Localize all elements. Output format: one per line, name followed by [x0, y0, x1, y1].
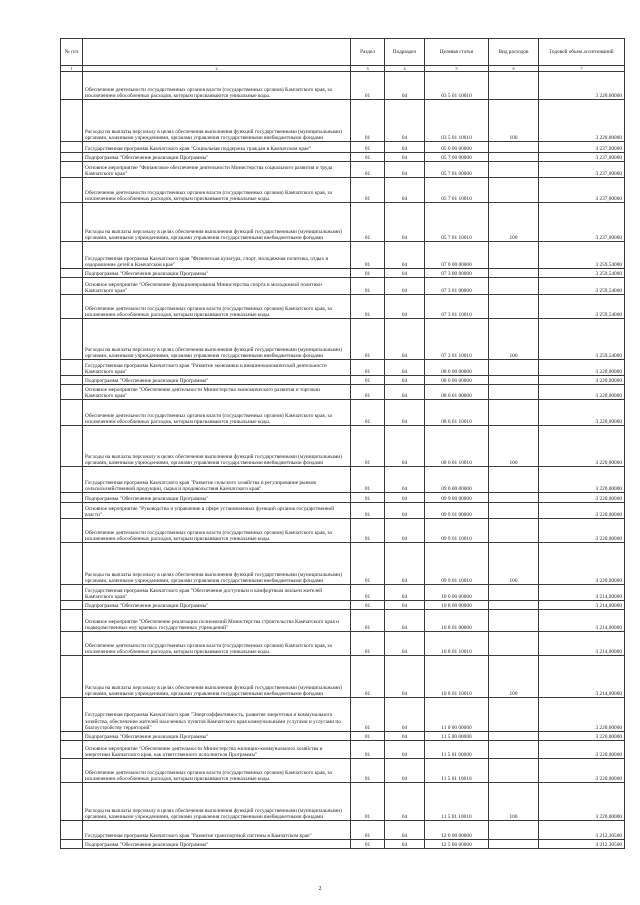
cell-num	[61, 203, 83, 242]
cell-num	[61, 319, 83, 360]
cell-name: Основное мероприятие "Обеспечение деятельности Министерства жилищно-коммунального хозяйства и энергетики Камчатского края, как ответственного исполнителя Программы"	[83, 741, 351, 759]
table-row	[61, 385, 625, 400]
cell-expense-type	[489, 732, 539, 741]
cell-subsection: 04	[385, 100, 425, 142]
cell-num	[61, 759, 83, 783]
table-row	[61, 269, 625, 278]
table-body	[61, 72, 625, 849]
cell-target: 12 5 00 00000	[425, 840, 489, 849]
table-row	[61, 162, 625, 178]
cell-num	[61, 503, 83, 519]
cell-subsection: 04	[385, 178, 425, 203]
cell-amount: 3 220,00000	[539, 519, 625, 543]
cell-num	[61, 242, 83, 269]
cell-target: 08 6 00 00000	[425, 376, 489, 385]
cell-num	[61, 72, 83, 100]
cell-amount: 3 220,00000	[539, 426, 625, 467]
table-row	[61, 493, 625, 503]
table-row	[61, 840, 625, 849]
cell-amount: 3 220,00000	[539, 503, 625, 519]
cell-subsection: 04	[385, 278, 425, 295]
cell-amount: 3 259,54000	[539, 242, 625, 269]
page-number: 2	[318, 886, 322, 892]
cell-num	[61, 656, 83, 698]
cell-amount: 3 212,30500	[539, 821, 625, 840]
column-number: 4	[385, 66, 425, 72]
cell-expense-type	[489, 698, 539, 732]
cell-amount: 3 237,00000	[539, 142, 625, 153]
cell-amount: 3 259,54000	[539, 269, 625, 278]
cell-amount: 3 220,00000	[539, 759, 625, 783]
cell-num	[61, 783, 83, 821]
cell-target: 10 8 01 10010	[425, 632, 489, 656]
cell-name: Подпрограмма "Обеспечение реализации Программы"	[83, 840, 351, 849]
cell-name: Расходы на выплаты персоналу в целях обеспечения выполнения функций государственными (муниципальными) органами, казенными учреждениями, органами управления государственными внебюджетными фондами	[83, 783, 351, 821]
cell-section: 01	[351, 493, 385, 503]
cell-subsection: 04	[385, 142, 425, 153]
cell-target: 03 5 01 10010	[425, 100, 489, 142]
cell-num	[61, 153, 83, 162]
cell-section: 01	[351, 467, 385, 493]
cell-amount: 3 220,00000	[539, 376, 625, 385]
cell-amount: 3 220,00000	[539, 467, 625, 493]
cell-expense-type: 100	[489, 783, 539, 821]
cell-name: Обеспечение деятельности государственных органов власти (государственных органов) Камчатского края, за исключением обособленных расходов, которым присваиваются уникальные коды.	[83, 295, 351, 319]
cell-section: 01	[351, 153, 385, 162]
cell-subsection: 04	[385, 610, 425, 632]
cell-section: 01	[351, 319, 385, 360]
cell-amount: 3 259,54000	[539, 319, 625, 360]
budget-table-container	[60, 38, 624, 849]
cell-target: 07 3 00 00000	[425, 269, 489, 278]
cell-amount: 3 214,00000	[539, 610, 625, 632]
cell-num	[61, 840, 83, 849]
cell-subsection: 04	[385, 601, 425, 610]
table-row	[61, 632, 625, 656]
cell-subsection: 04	[385, 269, 425, 278]
cell-subsection: 04	[385, 426, 425, 467]
cell-num	[61, 732, 83, 741]
cell-amount: 3 259,54000	[539, 295, 625, 319]
cell-subsection: 04	[385, 741, 425, 759]
cell-section: 01	[351, 242, 385, 269]
cell-target: 09 9 01 10010	[425, 519, 489, 543]
header-section: Раздел	[351, 39, 385, 66]
cell-num	[61, 632, 83, 656]
cell-expense-type	[489, 269, 539, 278]
cell-section: 01	[351, 632, 385, 656]
cell-subsection: 04	[385, 400, 425, 426]
cell-target: 09 0 00 00000	[425, 467, 489, 493]
cell-amount: 3 220,00000	[539, 100, 625, 142]
table-row	[61, 72, 625, 100]
cell-expense-type	[489, 519, 539, 543]
cell-num	[61, 360, 83, 376]
cell-expense-type	[489, 400, 539, 426]
cell-expense-type	[489, 467, 539, 493]
cell-name: Государственная программа Камчатского края "Социальная поддержка граждан в Камчатском крае"	[83, 142, 351, 153]
cell-name: Государственная программа Камчатского края "Физическая культура, спорт, молодежная политика, отдых и оздоровление детей в Камчатском крае"	[83, 242, 351, 269]
cell-expense-type	[489, 72, 539, 100]
column-number: 3	[351, 66, 385, 72]
cell-name: Государственная программа Камчатского края "Энергоэффективность, развитие энергетики и коммунального хозяйства, обеспечение жителей населенных пунктов Камчатского края коммунальными услугами и услугами по благоустройству территорий"	[83, 698, 351, 732]
cell-section: 01	[351, 601, 385, 610]
cell-section: 01	[351, 295, 385, 319]
cell-amount: 3 259,54000	[539, 278, 625, 295]
cell-name: Государственная программа Камчатского края "Развитие сельского хозяйства и регулирование рынков сельскохозяйственной продукции, сырья и продовольствия Камчатского края"	[83, 467, 351, 493]
cell-subsection: 04	[385, 385, 425, 400]
cell-section: 01	[351, 732, 385, 741]
cell-expense-type	[489, 840, 539, 849]
table-row	[61, 360, 625, 376]
table-row	[61, 295, 625, 319]
table-row	[61, 503, 625, 519]
cell-subsection: 04	[385, 162, 425, 178]
cell-subsection: 04	[385, 242, 425, 269]
table-row	[61, 319, 625, 360]
cell-name: Основное мероприятие "Руководство и управление в сфере установленных функций органов государственной власти"	[83, 503, 351, 519]
cell-amount: 3 220,00000	[539, 360, 625, 376]
cell-name: Государственная программа Камчатского края "Обеспечение доступным и комфортным жильем жителей Камчатского края"	[83, 585, 351, 601]
cell-name: Подпрограмма "Обеспечение реализации Программы"	[83, 269, 351, 278]
cell-target: 11 5 00 00000	[425, 732, 489, 741]
table-row	[61, 178, 625, 203]
cell-name: Подпрограмма "Обеспечение реализации Программы"	[83, 153, 351, 162]
cell-section: 01	[351, 426, 385, 467]
table-row	[61, 601, 625, 610]
cell-amount: 3 220,00000	[539, 400, 625, 426]
cell-amount: 3 220,00000	[539, 543, 625, 585]
cell-expense-type	[489, 610, 539, 632]
cell-amount: 3 214,00000	[539, 656, 625, 698]
cell-name: Обеспечение деятельности государственных органов власти (государственных органов) Камчатского края, за исключением обособленных расходов, которым присваиваются уникальные коды.	[83, 72, 351, 100]
table-row	[61, 656, 625, 698]
table-row	[61, 142, 625, 153]
cell-name: Расходы на выплаты персоналу в целях обеспечения выполнения функций государственными (муниципальными) органами, казенными учреждениями, органами управления государственными внебюджетными фондами	[83, 543, 351, 585]
cell-name: Обеспечение деятельности государственных органов власти (государственных органов) Камчатского края, за исключением обособленных расходов, которым присваиваются уникальные коды.	[83, 759, 351, 783]
cell-section: 01	[351, 360, 385, 376]
cell-section: 01	[351, 656, 385, 698]
cell-section: 01	[351, 503, 385, 519]
cell-target: 05 7 01 10010	[425, 178, 489, 203]
cell-expense-type: 100	[489, 100, 539, 142]
cell-amount: 3 220,00000	[539, 493, 625, 503]
cell-target: 05 7 01 00000	[425, 162, 489, 178]
cell-amount: 3 214,00000	[539, 585, 625, 601]
table-row	[61, 278, 625, 295]
cell-target: 08 0 00 00000	[425, 360, 489, 376]
cell-name: Расходы на выплаты персоналу в целях обеспечения выполнения функций государственными (муниципальными) органами, казенными учреждениями, органами управления государственными внебюджетными фондами	[83, 656, 351, 698]
cell-section: 01	[351, 278, 385, 295]
cell-section: 01	[351, 142, 385, 153]
table-row	[61, 242, 625, 269]
column-number: 5	[425, 66, 489, 72]
cell-target: 10 8 01 10010	[425, 656, 489, 698]
cell-target: 08 6 01 10010	[425, 400, 489, 426]
cell-target: 03 5 01 10010	[425, 72, 489, 100]
cell-num	[61, 610, 83, 632]
cell-num	[61, 278, 83, 295]
cell-section: 01	[351, 543, 385, 585]
cell-section: 01	[351, 269, 385, 278]
cell-expense-type: 100	[489, 203, 539, 242]
cell-target: 05 7 01 10010	[425, 203, 489, 242]
cell-target: 10 8 00 00000	[425, 601, 489, 610]
budget-table	[60, 38, 625, 849]
table-row	[61, 759, 625, 783]
cell-name: Подпрограмма "Обеспечение реализации Программы"	[83, 732, 351, 741]
cell-num	[61, 585, 83, 601]
cell-target: 05 7 00 00000	[425, 153, 489, 162]
cell-target: 11 0 00 00000	[425, 698, 489, 732]
header-row	[61, 39, 625, 66]
cell-subsection: 04	[385, 656, 425, 698]
cell-name: Подпрограмма "Обеспечение реализации Программы"	[83, 376, 351, 385]
cell-target: 10 0 00 00000	[425, 585, 489, 601]
cell-expense-type	[489, 178, 539, 203]
cell-num	[61, 295, 83, 319]
cell-num	[61, 100, 83, 142]
cell-name: Обеспечение деятельности государственных органов власти (государственных органов) Камчатского края, за исключением обособленных расходов, которым присваиваются уникальные коды.	[83, 519, 351, 543]
cell-expense-type	[489, 601, 539, 610]
cell-amount: 3 212,30500	[539, 840, 625, 849]
cell-section: 01	[351, 783, 385, 821]
cell-subsection: 04	[385, 153, 425, 162]
cell-section: 01	[351, 741, 385, 759]
cell-expense-type	[489, 295, 539, 319]
cell-name: Государственная программа Камчатского края "Развитие транспортной системы в Камчатском крае"	[83, 821, 351, 840]
cell-expense-type	[489, 278, 539, 295]
cell-amount: 3 237,00000	[539, 178, 625, 203]
cell-expense-type	[489, 585, 539, 601]
cell-num	[61, 821, 83, 840]
cell-expense-type	[489, 242, 539, 269]
cell-target: 10 8 01 00000	[425, 610, 489, 632]
cell-expense-type: 100	[489, 656, 539, 698]
column-number: 1	[61, 66, 83, 72]
cell-amount: 3 220,00000	[539, 783, 625, 821]
cell-subsection: 04	[385, 732, 425, 741]
cell-target: 09 9 01 10010	[425, 543, 489, 585]
cell-amount: 3 237,00000	[539, 162, 625, 178]
cell-expense-type	[489, 360, 539, 376]
cell-expense-type	[489, 632, 539, 656]
cell-target: 05 0 00 00000	[425, 142, 489, 153]
cell-section: 01	[351, 385, 385, 400]
table-row	[61, 783, 625, 821]
cell-section: 01	[351, 821, 385, 840]
cell-amount: 3 220,00000	[539, 698, 625, 732]
cell-section: 01	[351, 759, 385, 783]
table-row	[61, 467, 625, 493]
table-row	[61, 376, 625, 385]
cell-expense-type	[489, 503, 539, 519]
header-subsection: Подраздел	[385, 39, 425, 66]
cell-expense-type	[489, 142, 539, 153]
cell-target: 09 9 00 00000	[425, 493, 489, 503]
column-number: 2	[83, 66, 351, 72]
cell-amount: 3 237,00000	[539, 153, 625, 162]
header-name	[83, 39, 351, 66]
cell-target: 08 6 01 00000	[425, 385, 489, 400]
cell-subsection: 04	[385, 295, 425, 319]
cell-subsection: 04	[385, 376, 425, 385]
cell-section: 01	[351, 519, 385, 543]
cell-target: 11 5 01 10010	[425, 759, 489, 783]
cell-expense-type	[489, 741, 539, 759]
cell-subsection: 04	[385, 759, 425, 783]
cell-amount: 3 220,00000	[539, 72, 625, 100]
cell-amount: 3 214,00000	[539, 632, 625, 656]
cell-name: Расходы на выплаты персоналу в целях обеспечения выполнения функций государственными (муниципальными) органами, казенными учреждениями, органами управления государственными внебюджетными фондами	[83, 319, 351, 360]
cell-target: 09 9 01 00000	[425, 503, 489, 519]
cell-target: 07 3 01 10010	[425, 319, 489, 360]
cell-subsection: 04	[385, 72, 425, 100]
column-number: 6	[489, 66, 539, 72]
cell-name: Основное мероприятие "Обеспечение деятельности Министерства экономического развития и торговли Камчатского края"	[83, 385, 351, 400]
cell-name: Расходы на выплаты персоналу в целях обеспечения выполнения функций государственными (муниципальными) органами, казенными учреждениями, органами управления государственными внебюджетными фондами	[83, 203, 351, 242]
cell-subsection: 04	[385, 698, 425, 732]
cell-num	[61, 519, 83, 543]
cell-num	[61, 178, 83, 203]
cell-target: 08 6 01 10010	[425, 426, 489, 467]
cell-target: 07 3 01 00000	[425, 278, 489, 295]
table-row	[61, 153, 625, 162]
cell-section: 01	[351, 400, 385, 426]
header-amount: Годовой объем ассигнований	[539, 39, 625, 66]
header-expense-type: Вид расходов	[489, 39, 539, 66]
cell-amount: 3 220,00000	[539, 732, 625, 741]
cell-num	[61, 142, 83, 153]
cell-expense-type	[489, 821, 539, 840]
cell-expense-type	[489, 162, 539, 178]
cell-subsection: 04	[385, 319, 425, 360]
cell-amount: 3 220,00000	[539, 741, 625, 759]
cell-subsection: 04	[385, 503, 425, 519]
cell-name: Расходы на выплаты персоналу в целях обеспечения выполнения функций государственными (муниципальными) органами, казенными учреждениями, органами управления государственными внебюджетными фондами	[83, 100, 351, 142]
cell-expense-type	[489, 493, 539, 503]
cell-expense-type	[489, 385, 539, 400]
cell-target: 11 5 01 10010	[425, 783, 489, 821]
cell-subsection: 04	[385, 585, 425, 601]
cell-num	[61, 162, 83, 178]
cell-subsection: 04	[385, 360, 425, 376]
cell-name: Расходы на выплаты персоналу в целях обеспечения выполнения функций государственными (муниципальными) органами, казенными учреждениями, органами управления государственными внебюджетными фондами	[83, 426, 351, 467]
cell-name: Обеспечение деятельности государственных органов власти (государственных органов) Камчатского края, за исключением обособленных расходов, которым присваиваются уникальные коды.	[83, 178, 351, 203]
cell-subsection: 04	[385, 203, 425, 242]
cell-name: Основное мероприятие "Обеспечение функционирования Министерства спорта и молодежной политики Камчатского края"	[83, 278, 351, 295]
cell-amount: 3 214,00000	[539, 601, 625, 610]
cell-target: 12 0 00 00000	[425, 821, 489, 840]
cell-section: 01	[351, 610, 385, 632]
cell-num	[61, 385, 83, 400]
cell-num	[61, 493, 83, 503]
cell-num	[61, 741, 83, 759]
cell-section: 01	[351, 203, 385, 242]
cell-expense-type: 100	[489, 426, 539, 467]
cell-subsection: 04	[385, 821, 425, 840]
cell-amount: 3 237,00000	[539, 203, 625, 242]
cell-subsection: 04	[385, 493, 425, 503]
cell-num	[61, 376, 83, 385]
column-number: 7	[539, 66, 625, 72]
table-row	[61, 203, 625, 242]
cell-expense-type: 100	[489, 319, 539, 360]
cell-section: 01	[351, 162, 385, 178]
cell-subsection: 04	[385, 519, 425, 543]
cell-section: 01	[351, 698, 385, 732]
header-num: № п/п	[61, 39, 83, 66]
cell-expense-type: 100	[489, 543, 539, 585]
table-row	[61, 732, 625, 741]
table-row	[61, 543, 625, 585]
cell-subsection: 04	[385, 632, 425, 656]
cell-name: Подпрограмма "Обеспечение реализации Программы"	[83, 601, 351, 610]
cell-name: Государственная программа Камчатского края "Развитие экономики и внешнеэкономической деятельности Камчатского края"	[83, 360, 351, 376]
cell-num	[61, 426, 83, 467]
cell-subsection: 04	[385, 783, 425, 821]
cell-expense-type	[489, 153, 539, 162]
cell-name: Основное мероприятие "Обеспечение реализации полномочий Министерства строительства Камчатского края и подведомственных ему краевых государственных учреждений"	[83, 610, 351, 632]
table-row	[61, 610, 625, 632]
cell-name: Обеспечение деятельности государственных органов власти (государственных органов) Камчатского края, за исключением обособленных расходов, которым присваиваются уникальные коды.	[83, 400, 351, 426]
cell-num	[61, 400, 83, 426]
cell-target: 07 3 01 10010	[425, 295, 489, 319]
cell-section: 01	[351, 585, 385, 601]
table-row	[61, 519, 625, 543]
table-row	[61, 400, 625, 426]
cell-target: 07 0 00 00000	[425, 242, 489, 269]
cell-amount: 3 220,00000	[539, 385, 625, 400]
cell-subsection: 04	[385, 467, 425, 493]
cell-section: 01	[351, 840, 385, 849]
cell-num	[61, 269, 83, 278]
cell-expense-type	[489, 759, 539, 783]
cell-num	[61, 543, 83, 585]
cell-num	[61, 601, 83, 610]
cell-name: Основное мероприятие "Финансовое обеспечение деятельности Министерства социального развития и труда Камчатского края"	[83, 162, 351, 178]
cell-section: 01	[351, 178, 385, 203]
table-row	[61, 585, 625, 601]
header-target: Целевая статья	[425, 39, 489, 66]
cell-name: Подпрограмма "Обеспечение реализации Программы"	[83, 493, 351, 503]
cell-target: 11 5 01 00000	[425, 741, 489, 759]
cell-num	[61, 467, 83, 493]
cell-section: 01	[351, 376, 385, 385]
cell-name: Обеспечение деятельности государственных органов власти (государственных органов) Камчатского края, за исключением обособленных расходов, которым присваиваются уникальные коды.	[83, 632, 351, 656]
table-row	[61, 698, 625, 732]
cell-num	[61, 698, 83, 732]
table-row	[61, 426, 625, 467]
cell-section: 01	[351, 72, 385, 100]
cell-expense-type	[489, 376, 539, 385]
table-row	[61, 821, 625, 840]
cell-section: 01	[351, 100, 385, 142]
table-row	[61, 741, 625, 759]
cell-subsection: 04	[385, 543, 425, 585]
cell-subsection: 04	[385, 840, 425, 849]
table-row	[61, 100, 625, 142]
